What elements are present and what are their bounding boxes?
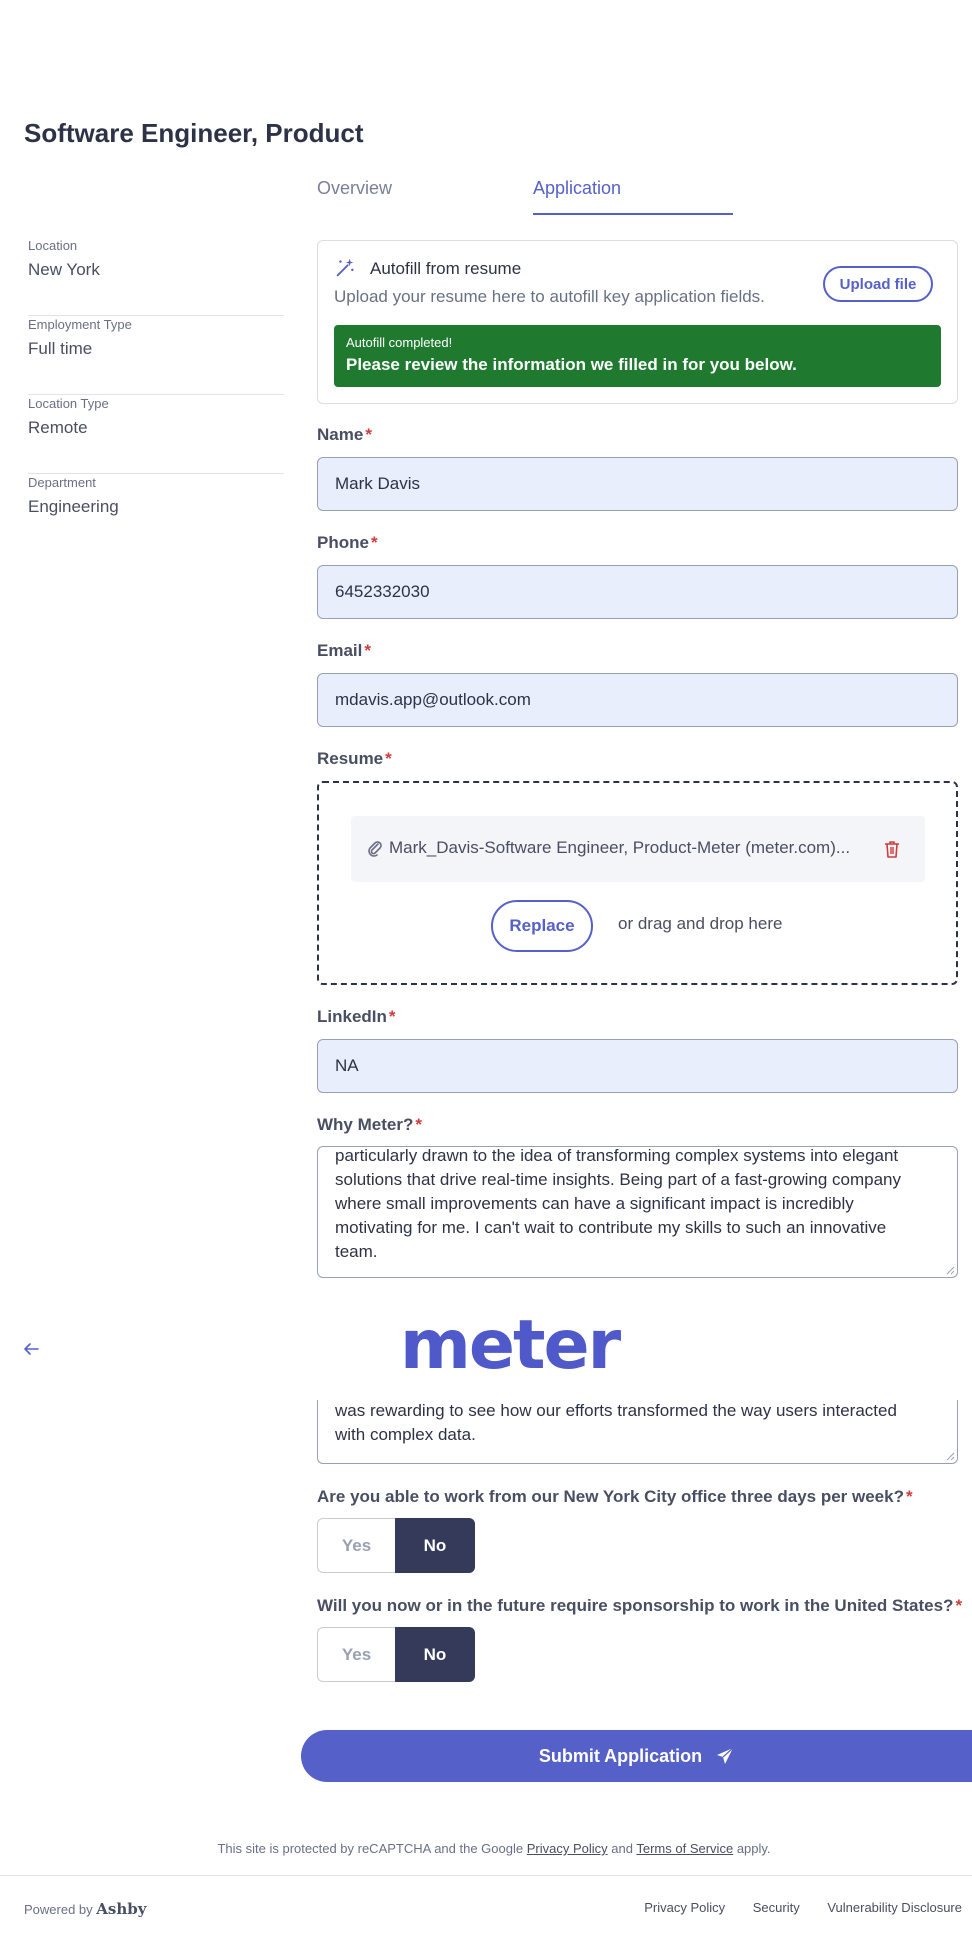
tab-application[interactable]: Application [533,178,622,198]
office-question-label [317,1487,913,1507]
sponsorship-question-toggle [317,1627,475,1682]
text-line: where small improvements can have a significant impact is incredibly [335,1194,854,1213]
linkedin-input[interactable]: NA [317,1039,958,1093]
name-input[interactable]: Mark Davis [317,457,958,511]
replace-resume-button[interactable]: Replace [491,900,593,952]
autofill-panel [317,240,958,404]
footer-divider [0,1875,972,1876]
sidebar-label: Employment Type [28,317,132,332]
required-asterisk: * [370,533,378,552]
tab-bar [317,178,958,218]
active-tab-indicator [533,213,733,215]
autofill-subtitle: Upload your resume here to autofill key application fields. [334,287,765,306]
arrow-left-icon[interactable] [22,1340,40,1358]
footer-privacy-link[interactable]: Privacy Policy [644,1900,726,1915]
sidebar-item-department [28,475,284,553]
submit-label: Submit Application [538,1745,703,1766]
resume-label-text: Resume [317,749,384,768]
required-asterisk: * [388,1007,396,1026]
text-line: with complex data. [335,1425,476,1444]
textarea-content [335,1400,940,1447]
name-label [317,425,372,445]
recaptcha-suffix: apply. [736,1841,771,1856]
required-asterisk: * [385,749,392,768]
uploaded-file-chip [351,816,925,882]
email-input[interactable]: mdavis.app@outlook.com [317,673,958,727]
submit-application-button[interactable] [301,1730,972,1782]
text-line: was rewarding to see how our efforts transformed the way users interacted [335,1401,897,1420]
autofill-success-banner [334,325,941,387]
google-terms-link[interactable]: Terms of Service [636,1841,734,1856]
resume-file-name: Mark_Davis-Software Engineer, Product-Meter (meter.com)... [389,838,851,857]
magic-wand-icon [334,257,356,279]
paper-plane-icon [716,1747,734,1765]
required-asterisk: * [955,1596,963,1615]
sidebar-value: Full time [28,339,93,358]
recaptcha-text: This site is protected by reCAPTCHA and the Google [217,1841,524,1856]
why-meter-label-text: Why Meter? [317,1115,414,1134]
footer-links [620,1900,962,1915]
powered-by [24,1900,146,1918]
text-line: motivating for me. I can't wait to contribute my skills to such an innovative [335,1218,887,1237]
required-asterisk: * [415,1115,422,1134]
recaptcha-notice [0,1841,972,1856]
phone-input[interactable]: 6452332030 [317,565,958,619]
question-text: Will you now or in the future require sponsorship to work in the United States? [317,1596,954,1615]
sidebar-label: Department [28,475,96,490]
upload-file-button[interactable]: Upload file [823,266,933,302]
sidebar-item-location-type [28,396,284,474]
meter-logo: meter [400,1306,620,1385]
drag-drop-hint: or drag and drop here [618,914,783,933]
office-question-toggle [317,1518,475,1573]
text-line: particularly drawn to the idea of transforming complex systems into elegant [335,1146,899,1165]
sidebar-label: Location [28,238,78,253]
footer-security-link[interactable]: Security [752,1900,800,1915]
experience-textarea[interactable] [317,1400,958,1464]
sidebar-item-employment-type [28,317,284,395]
trash-icon[interactable] [883,839,901,859]
sidebar-value: Engineering [28,497,119,516]
textarea-content [335,1146,940,1264]
text-line: solutions that drive real-time insights. Being part of a fast-growing company [335,1170,901,1189]
sidebar-value: New York [28,260,100,279]
linkedin-label-text: LinkedIn [317,1007,387,1026]
linkedin-label [317,1007,396,1027]
why-meter-textarea[interactable] [317,1146,958,1278]
phone-label-text: Phone [317,533,369,552]
resume-dropzone[interactable] [317,781,958,985]
yes-option[interactable]: Yes [317,1627,395,1682]
banner-status: Autofill completed! [346,335,453,350]
autofill-title: Autofill from resume [370,259,522,278]
powered-by-text: Powered by [24,1902,93,1917]
required-asterisk: * [905,1487,913,1506]
sponsorship-question-label [317,1596,962,1616]
required-asterisk: * [365,425,372,444]
tab-overview[interactable]: Overview [317,178,393,198]
job-title: Software Engineer, Product [24,118,364,148]
yes-option[interactable]: Yes [317,1518,395,1573]
question-text: Are you able to work from our New York City office three days per week? [317,1487,904,1506]
email-label [317,641,371,661]
name-label-text: Name [317,425,364,444]
ashby-logo[interactable]: Ashby [96,1900,147,1918]
resume-label [317,749,392,769]
text-line: team. [335,1242,378,1261]
no-option-selected[interactable]: No [395,1627,475,1682]
banner-message: Please review the information we filled in for you below. [346,355,797,374]
why-meter-label [317,1115,422,1135]
sidebar-value: Remote [28,418,88,437]
required-asterisk: * [364,641,371,660]
recaptcha-and: and [611,1841,633,1856]
phone-label [317,533,378,553]
resize-handle-icon[interactable] [945,1451,955,1461]
company-logo-band [0,1300,972,1400]
email-label-text: Email [317,641,363,660]
sidebar-item-location [28,238,284,316]
sidebar-label: Location Type [28,396,109,411]
resize-handle-icon[interactable] [945,1265,955,1275]
paperclip-icon [367,840,383,858]
google-privacy-link[interactable]: Privacy Policy [526,1841,608,1856]
no-option-selected[interactable]: No [395,1518,475,1573]
footer-vulnerability-link[interactable]: Vulnerability Disclosure [827,1900,962,1915]
